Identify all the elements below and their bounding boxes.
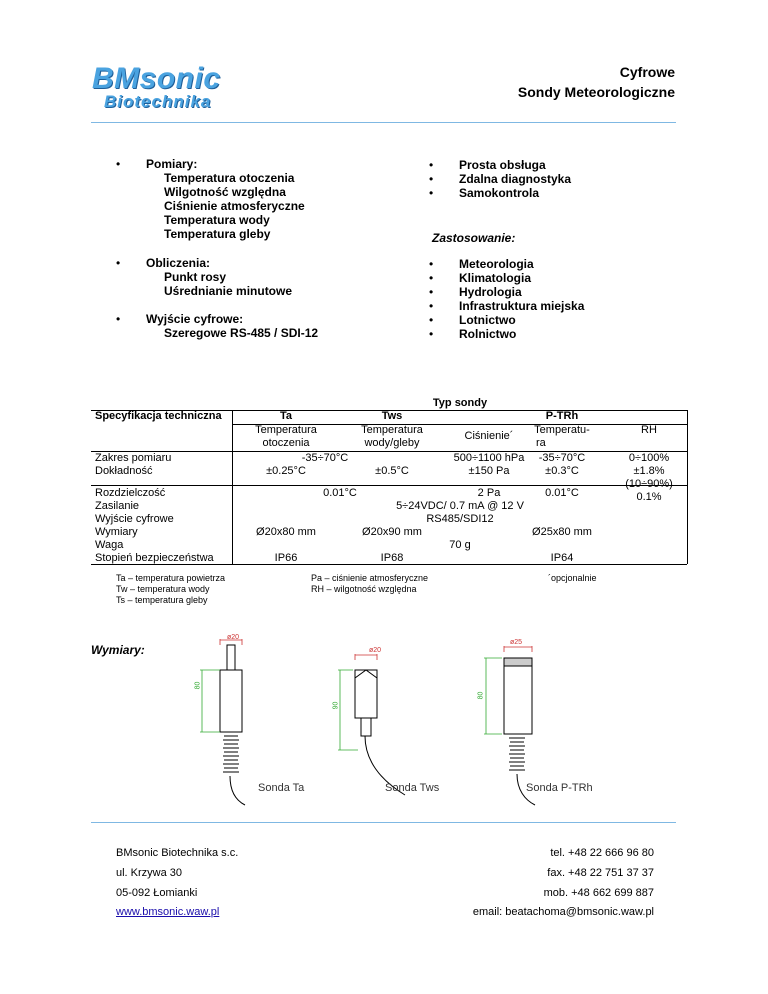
tws-desc2: wody/gleby [364,437,420,449]
footnote: ´opcjonalnie [548,573,597,583]
row-label: Waga [95,539,124,551]
row-label: Wyjście cyfrowe [95,513,174,525]
list-item: • Wyjście cyfrowe: Szeregowe RS-485 / SDI-12 [116,312,318,340]
list-item: • Prosta obsługa [429,158,571,172]
row-label: Zasilanie [95,500,140,512]
output: RS485/SDI12 [426,513,494,525]
p-desc: Ciśnienie´ [464,430,514,442]
features-right [429,158,571,200]
footer-street: ul. Krzywa 30 [116,867,183,879]
dim-tws: Ø20x90 mm [362,526,422,538]
header-rule [91,122,676,123]
footer-email: email: beatachoma@bmsonic.waw.pl [472,906,654,918]
list-item: • Zdalna diagnostyka [429,172,571,186]
acc-rh2: (10÷90%) [625,478,673,490]
probe-tws-drawing [338,654,405,795]
ta-desc2: otoczenia [262,437,310,449]
weight: 70 g [449,539,471,551]
footer-fax: fax. +48 22 751 37 37 [547,867,654,879]
footer-city: 05-092 Łomianki [116,887,198,899]
res-t: 0.01°C [545,487,579,499]
row-label: Wymiary [95,526,138,538]
brand-logo: BMsonic [92,62,221,95]
row-label: Zakres pomiaru [95,452,172,464]
acc-ta: ±0.25°C [266,465,306,477]
rh-desc: RH [641,424,657,436]
probe-tws-label: Sonda Tws [385,782,440,794]
usage-list [429,257,584,341]
probe-ta-label: Sonda Ta [258,782,305,794]
acc-rh1: ±1.8% [633,465,665,477]
power: 5÷24VDC/ 0.7 mA @ 12 V [396,500,524,512]
tws-desc1: Temperatura [361,424,423,436]
row-label: Dokładność [95,465,153,477]
acc-tws: ±0.5°C [375,465,409,477]
col-ta: Ta [279,410,293,422]
probe-ptrh-label: Sonda P-TRh [526,782,593,794]
dim-label: 80 [194,681,202,690]
features-left-3 [116,312,318,340]
probe-ta-drawing [200,639,245,805]
footnote: Tw – temperatura wody [116,584,210,594]
range-t: -35÷70°C [538,452,586,464]
acc-p: ±150 Pa [468,465,510,477]
dim-label: ø20 [227,634,240,641]
list-item: • Lotnictwo [429,313,584,327]
row-label: Rozdzielczość [95,487,166,499]
footnote: Ts – temperatura gleby [116,595,208,605]
ip-ptrh: IP64 [550,552,574,564]
features-left-2 [116,256,292,298]
header-line1: Cyfrowe [619,64,675,80]
footnote: Pa – ciśnienie atmosferyczne [311,573,429,583]
footnote: Ta – temperatura powietrza [116,573,226,583]
dim-label: 80 [477,691,485,700]
footnote: RH – wilgotność względna [311,584,417,594]
dim-label: ø25 [510,639,523,646]
list-item: • Hydrologia [429,285,584,299]
list-item: • Obliczenia: Punkt rosy Uśrednianie minutowe [116,256,292,298]
t-desc2: ra [536,437,546,449]
list-item: • Meteorologia [429,257,584,271]
row-label: Stopień bezpieczeństwa [95,552,214,564]
ta-desc1: Temperatura [255,424,317,436]
list-item: • Klimatologia [429,271,584,285]
list-item: • Rolnictwo [429,327,584,341]
typ-sondy: Typ sondy [432,397,488,409]
footer-website-link[interactable]: www.bmsonic.waw.pl [116,906,220,918]
dim-label: ø20 [369,647,382,654]
col-tws: Tws [381,410,403,422]
spec-title: Specyfikacja techniczna [95,410,222,422]
footer-tel: tel. +48 22 666 96 80 [550,847,654,859]
usage-title: Zastosowanie: [432,231,516,245]
res-ta-tws: 0.01°C [323,487,357,499]
acc-t: ±0.3°C [545,465,579,477]
dim-ta: Ø20x80 mm [256,526,316,538]
range-rh: 0÷100% [628,452,670,464]
col-ptrh: P-TRh [545,410,579,422]
list-item: • Samokontrola [429,186,571,200]
range-p: 500÷1100 hPa [453,452,525,464]
brand-subtitle: Biotechnika [104,92,212,111]
ip-tws: IP68 [380,552,404,564]
t-desc1: Temperatu- [534,424,590,436]
header-line2: Sondy Meteorologiczne [517,84,675,100]
range-ta-tws: -35÷70°C [301,452,349,464]
ip-ta: IP66 [274,552,298,564]
wymiary-title: Wymiary: [91,643,145,657]
footer-mob: mob. +48 662 699 887 [543,887,654,899]
footer-rule [91,822,676,823]
list-item: • Infrastruktura miejska [429,299,584,313]
dim-ptrh: Ø25x80 mm [532,526,592,538]
dim-label: 90 [332,701,340,710]
res-rh: 0.1% [636,491,662,503]
footer-company: BMsonic Biotechnika s.c. [116,847,239,859]
list-item: • Pomiary: Temperatura otoczenia Wilgotność względna Ciśnienie atmosferyczne Temperatura wody Temperatura gleby [116,157,305,241]
res-p: 2 Pa [477,487,501,499]
features-left [116,157,305,241]
